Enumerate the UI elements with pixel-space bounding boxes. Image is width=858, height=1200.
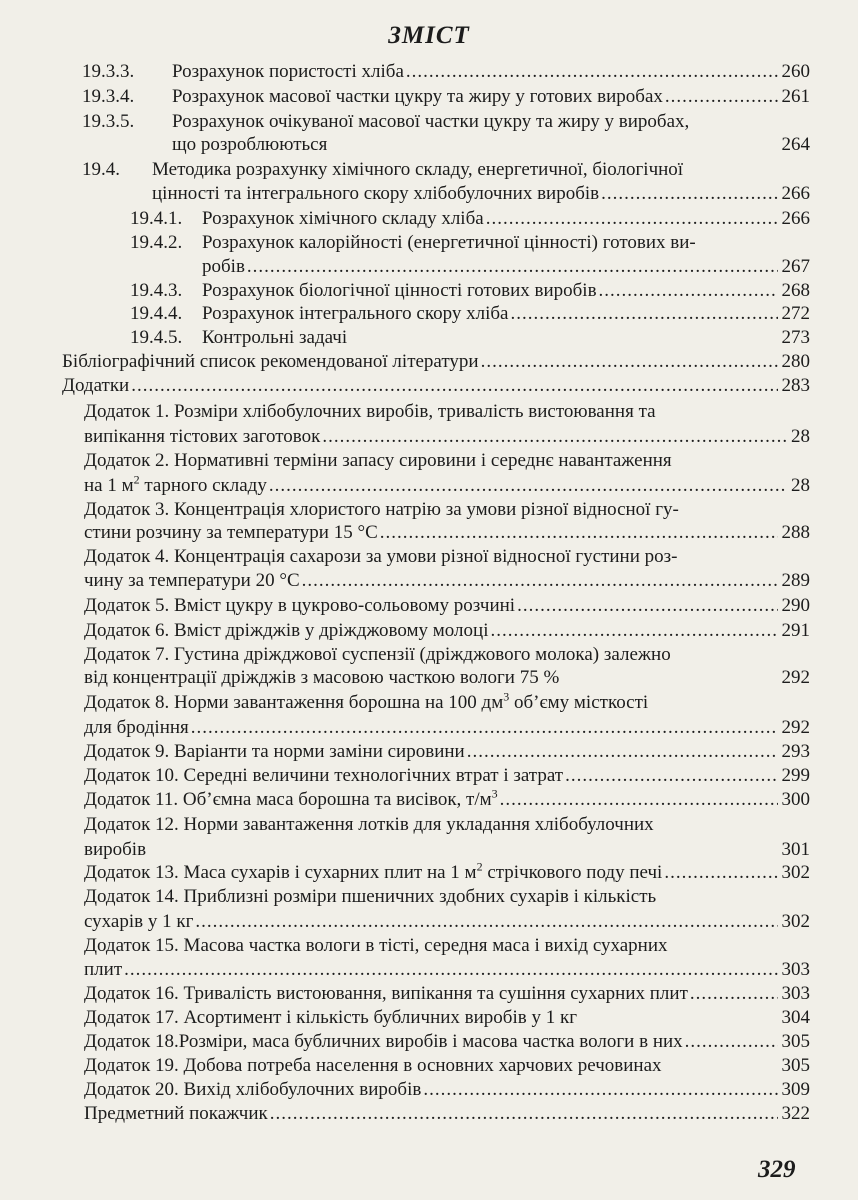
toc-entry[interactable]	[84, 691, 810, 715]
dot-leader	[664, 861, 777, 885]
entry-title: що розроблюються	[172, 134, 328, 155]
dot-leader	[490, 619, 777, 643]
section-number: 19.4.3.	[130, 280, 183, 301]
entry-title: Додаток 12. Норми завантаження лотків для укладання хлібобулочних	[84, 814, 654, 835]
dot-leader	[486, 207, 778, 231]
dot-leader	[270, 1102, 778, 1126]
toc-entry-continuation[interactable]	[84, 569, 810, 593]
entry-page: 292	[781, 667, 810, 688]
dot-leader	[247, 255, 778, 279]
entry-title: Додаток 7. Густина дріжджової суспензії (дріжджового молока) залежно	[84, 644, 671, 665]
entry-page: 28	[791, 426, 810, 447]
dot-leader	[124, 958, 777, 982]
toc-entry[interactable]	[84, 861, 810, 885]
section-number: 19.3.5.	[82, 111, 135, 132]
toc-entry[interactable]	[82, 158, 810, 182]
toc-entry[interactable]	[62, 350, 810, 374]
section-number: 19.4.	[82, 159, 120, 180]
entry-title: Розрахунок хімічного складу хліба	[202, 208, 484, 229]
dot-leader	[601, 182, 777, 206]
toc-entry[interactable]	[62, 374, 810, 398]
entry-title: Додаток 10. Середні величини технологічних втрат і затрат	[84, 765, 564, 786]
entry-page: 260	[781, 61, 810, 82]
entry-page: 283	[781, 375, 810, 396]
dot-leader	[510, 302, 777, 326]
entry-title: Додаток 16. Тривалість вистоювання, випікання та сушіння сухарних плит	[84, 983, 688, 1004]
entry-page: 305	[781, 1055, 810, 1076]
entry-title: випікання тістових заготовок	[84, 426, 321, 447]
entry-page: 302	[781, 911, 810, 932]
entry-page: 290	[781, 595, 810, 616]
entry-title: Додаток 5. Вміст цукру в цукрово-сольовому розчині	[84, 595, 516, 616]
entry-title: плит	[84, 959, 123, 980]
entry-title: Додаток 15. Масова частка вологи в тісті, середня маса і вихід сухарних	[84, 935, 668, 956]
dot-leader	[195, 910, 777, 934]
toc-entry[interactable]	[84, 788, 810, 812]
entry-title: стини розчину за температури 15 °С	[84, 522, 378, 543]
entry-title: Додаток 6. Вміст дріжджів у дріжджовому молоці	[84, 620, 489, 641]
entry-page: 299	[781, 765, 810, 786]
page-number: 329	[758, 1156, 796, 1183]
entry-page: 291	[781, 620, 810, 641]
dot-leader	[599, 279, 778, 303]
entry-title: Розрахунок очікуваної масової частки цукру та жиру у виробах,	[172, 111, 690, 132]
dot-leader	[380, 521, 778, 545]
toc-entry[interactable]	[84, 1030, 810, 1054]
section-number: 19.3.4.	[82, 86, 135, 107]
toc-entry[interactable]	[130, 279, 810, 303]
entry-title: Методика розрахунку хімічного складу, енергетичної, біологічної	[152, 159, 684, 180]
toc-entry[interactable]	[130, 207, 810, 231]
entry-page: 305	[781, 1031, 810, 1052]
entry-title: чину за температури 20 °С	[84, 570, 300, 591]
toc-entry-continuation[interactable]	[84, 716, 810, 740]
entry-title: Додаток 20. Вихід хлібобулочних виробів	[84, 1079, 422, 1100]
entry-page: 301	[781, 839, 810, 860]
toc-entry[interactable]	[84, 885, 810, 909]
dot-leader	[481, 350, 778, 374]
toc-entry-continuation[interactable]	[202, 255, 810, 279]
section-number: 19.4.1.	[130, 208, 183, 229]
entry-page: 309	[781, 1079, 810, 1100]
entry-title: сухарів у 1 кг	[84, 911, 194, 932]
entry-title: Розрахунок інтегрального скору хліба	[202, 303, 509, 324]
toc-entry[interactable]	[84, 982, 810, 1006]
toc-entry[interactable]	[130, 302, 810, 326]
toc-entry[interactable]	[84, 643, 810, 667]
entry-title: робів	[202, 256, 245, 277]
toc-entry[interactable]	[82, 110, 810, 134]
page-header: ЗМІСТ	[388, 22, 470, 49]
entry-page: 302	[781, 862, 810, 883]
entry-page: 261	[781, 86, 810, 107]
dot-leader	[517, 594, 777, 618]
entry-title: виробів	[84, 839, 147, 860]
toc-entry[interactable]	[84, 1054, 810, 1078]
dot-leader	[131, 374, 777, 398]
entry-page: 272	[781, 303, 810, 324]
entry-page: 293	[781, 741, 810, 762]
dot-leader	[423, 1078, 777, 1102]
toc-entry-continuation[interactable]	[84, 666, 810, 690]
toc-entry[interactable]	[84, 619, 810, 643]
entry-title: Бібліографічний список рекомендованої літератури	[62, 351, 479, 372]
entry-page: 280	[781, 351, 810, 372]
toc-entry-continuation[interactable]	[84, 958, 810, 982]
entry-title: Додаток 18.Розміри, маса бубличних виробів і масова частка вологи в них	[84, 1031, 683, 1052]
toc-entry[interactable]	[130, 326, 810, 350]
dot-leader	[690, 982, 778, 1006]
entry-title: Додаток 4. Концентрація сахарози за умови різної відносної густини роз-	[84, 546, 678, 567]
entry-page: 300	[781, 789, 810, 810]
dot-leader	[302, 569, 778, 593]
entry-page: 28	[791, 475, 810, 496]
entry-title: цінності та інтегрального скору хлібобулочних виробів	[152, 183, 600, 204]
section-number: 19.3.3.	[82, 61, 135, 82]
toc-entry[interactable]	[130, 231, 810, 255]
dot-leader	[269, 474, 787, 498]
entry-title: Розрахунок пористості хліба	[172, 61, 404, 82]
dot-leader	[191, 716, 778, 740]
entry-title: Додаток 9. Варіанти та норми заміни сировини	[84, 741, 465, 762]
dot-leader	[322, 425, 787, 449]
toc-entry[interactable]	[84, 740, 810, 764]
entry-page: 322	[781, 1103, 810, 1124]
toc-entry-continuation[interactable]	[152, 182, 810, 206]
entry-title: Розрахунок калорійності (енергетичної цінності) готових ви-	[202, 232, 696, 253]
toc-entry[interactable]	[84, 1006, 810, 1030]
toc-entry-continuation[interactable]	[84, 910, 810, 934]
toc-entry[interactable]	[84, 813, 810, 837]
entry-page: 273	[781, 327, 810, 348]
entry-title: Розрахунок біологічної цінності готових виробів	[202, 280, 597, 301]
entry-title: Додаток 11. Об’ємна маса борошна та висівок, $т/м^3$	[84, 786, 498, 810]
dot-leader	[665, 85, 778, 109]
entry-title: на 1 $м^2$ тарного складу	[84, 472, 267, 496]
toc-entry-continuation[interactable]	[84, 521, 810, 545]
toc-entry-continuation[interactable]	[84, 425, 810, 449]
dot-leader	[406, 60, 778, 84]
toc-entry-continuation[interactable]	[84, 838, 810, 862]
toc-entry[interactable]	[84, 400, 810, 424]
entry-title: Додаток 1. Розміри хлібобулочних виробів, тривалість вистоювання та	[84, 401, 656, 422]
toc-entry-continuation[interactable]	[84, 474, 810, 498]
entry-title: Додаток 13. Маса сухарів і сухарних плит на 1 $м^2$ стрічкового поду печі	[84, 859, 663, 883]
entry-title: Контрольні задачі	[202, 327, 348, 348]
toc-entry[interactable]	[84, 498, 810, 522]
toc-entry[interactable]	[82, 85, 810, 109]
entry-title: Додаток 19. Добова потреба населення в основних харчових речовинах	[84, 1055, 662, 1076]
entry-page: 268	[781, 280, 810, 301]
entry-title: Предметний покажчик	[84, 1103, 268, 1124]
entry-page: 266	[781, 183, 810, 204]
dot-leader	[565, 764, 777, 788]
section-number: 19.4.5.	[130, 327, 183, 348]
entry-page: 303	[781, 959, 810, 980]
entry-page: 288	[781, 522, 810, 543]
toc-entry[interactable]	[82, 60, 810, 84]
entry-page: 266	[781, 208, 810, 229]
dot-leader	[685, 1030, 778, 1054]
entry-page: 267	[781, 256, 810, 277]
toc-entry[interactable]	[84, 1102, 810, 1126]
entry-title: для бродіння	[84, 717, 189, 738]
dot-leader	[500, 788, 778, 812]
entry-title: Додаток 8. Норми завантаження борошна на 100 $дм^3$ об’єму місткості	[84, 689, 649, 713]
entry-page: 289	[781, 570, 810, 591]
section-number: 19.4.2.	[130, 232, 183, 253]
entry-title: Додаток 2. Нормативні терміни запасу сировини і середнє навантаження	[84, 450, 672, 471]
entry-page: 292	[781, 717, 810, 738]
entry-title: Розрахунок масової частки цукру та жиру у готових виробах	[172, 86, 663, 107]
toc-entry[interactable]	[84, 1078, 810, 1102]
entry-title: Додаток 17. Асортимент і кількість бубличних виробів у 1 кг	[84, 1007, 577, 1028]
toc-entry[interactable]	[84, 594, 810, 618]
toc-entry[interactable]	[84, 764, 810, 788]
entry-page: 264	[781, 134, 810, 155]
toc-entry-continuation[interactable]	[172, 133, 810, 157]
toc-entry[interactable]	[84, 934, 810, 958]
entry-title: Додаток 14. Приблизні розміри пшеничних здобних сухарів і кількість	[84, 886, 657, 907]
dot-leader	[467, 740, 778, 764]
entry-page: 303	[781, 983, 810, 1004]
entry-title: Додаток 3. Концентрація хлористого натрію за умови різної відносної гу-	[84, 499, 679, 520]
section-number: 19.4.4.	[130, 303, 183, 324]
entry-title: від концентрації дріжджів з масовою часткою вологи 75 %	[84, 667, 560, 688]
entry-title: Додатки	[62, 375, 130, 396]
toc-entry[interactable]	[84, 449, 810, 473]
entry-page: 304	[781, 1007, 810, 1028]
toc-entry[interactable]	[84, 545, 810, 569]
